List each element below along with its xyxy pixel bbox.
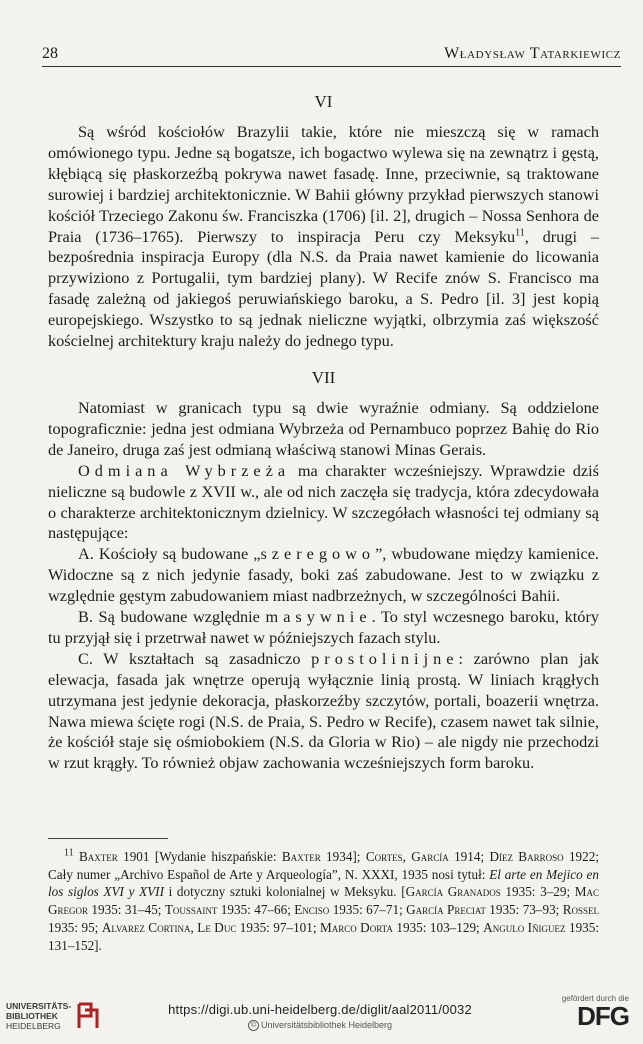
copyright-icon: © xyxy=(248,1020,259,1031)
paragraph-vii-2 xyxy=(48,461,599,545)
footnote-ref[interactable]: 11 xyxy=(515,227,525,239)
page-number: 28 xyxy=(42,45,58,62)
footnote-11 xyxy=(48,848,599,954)
library-name-line: BIBLIOTHEK xyxy=(6,1011,58,1021)
author-name: Rossel xyxy=(562,902,600,918)
text-run: . To styl wczesnego baroku, który tu przyjął się i przetrwał nawet w późniejszych fazach stylu. xyxy=(48,607,600,647)
text-run: 1935: 67–71; xyxy=(329,902,407,918)
author-name: Baxter xyxy=(281,849,321,864)
text-run: C. W kształtach są zasadniczo xyxy=(78,648,312,668)
text-run: ”, wbudowane między kamienice. Widoczne są z nich jedynie fasady, boki zaś zabudowane. Jest to w związku z względnie gęstym zabudowaniem miast nadbrzeżnych, w szczególności Bahii. xyxy=(48,544,599,606)
text-run: Są wśród kościołów Brazylii takie, które nie mieszczą się w ramach omówionego typu. Jedne są bogatsze, ich bogactwo wylewa się na zewnątrz i gęstą, kłębiącą się płaskorzeźbą pokrywa nawet fasadę. Inne, przeciwnie, są traktowane surowiej i bardziej architektonicznie. W Bahii główny przykład pierwszych stanowi kościół Trzeciego Zakonu św. Franciszka (1706) [il. 2], drugich – Nossa Senhora de Praia (1736–1765). Pierwszy to inspiracja Peru czy Meksyku xyxy=(48,122,599,246)
author-name: Alvarez Cortina, Le Duc xyxy=(101,919,237,935)
dfg-logo[interactable] xyxy=(562,994,629,1029)
page-body xyxy=(48,92,599,774)
text-run: 1935: 31–45; xyxy=(88,902,165,918)
footnote-divider xyxy=(48,838,168,839)
work-title: El arte en Mejico en los siglos XVI y XVII xyxy=(48,866,599,900)
page-header xyxy=(42,40,621,67)
footer-center xyxy=(160,1002,480,1031)
paragraph-vii-a xyxy=(48,544,599,607)
author-name: Toussaint xyxy=(164,902,218,918)
text-run: 1935: 47–66; xyxy=(217,902,295,918)
author-name: García Granados xyxy=(405,884,501,900)
funding-note: gefördert durch die xyxy=(561,994,629,1003)
library-emblem-icon xyxy=(75,1000,101,1032)
text-run: 1901 [Wydanie hiszpańskie: xyxy=(117,849,282,864)
author-name: García Preciat xyxy=(406,902,486,918)
copyright-text: Universitätsbibliothek Heidelberg xyxy=(260,1020,393,1030)
text-run: 1914; xyxy=(448,849,490,864)
spaced-term: szeregowo xyxy=(260,544,376,564)
text-run: i dotyczny sztuki kolonialnej w Meksyku. [ xyxy=(163,884,406,900)
text-run: B. Są budowane względnie xyxy=(78,607,266,627)
author-name: Baxter xyxy=(78,849,118,864)
text-run: 1922; Cały numer „Archivo Español de Arte y Arqueología”, N. XXXI, 1935 nosi tytuł: xyxy=(48,849,600,882)
paragraph-vii-1: Natomiast w granicach typu są dwie wyraźnie odmiany. Są oddzielone topograficznie: jedna jest odmiana Wybrzeża od Pernambuco poprzez Bahię do Rio de Janeiro, druga zaś jest odmianą właściwą stanowi Minas Gerais. xyxy=(48,397,599,459)
library-logo[interactable] xyxy=(6,1000,101,1032)
copyright-line xyxy=(160,1020,480,1031)
paragraph-vi-1 xyxy=(48,122,599,352)
text-run: 1935: 3–29; xyxy=(500,884,575,900)
spaced-term: masywnie xyxy=(265,607,372,627)
author-name: Cortes, García xyxy=(365,849,449,864)
dfg-wordmark: DFG xyxy=(577,1001,629,1031)
author-name: Angulo Iñiguez xyxy=(483,919,566,935)
library-name-line: UNIVERSITÄTS- xyxy=(6,1001,72,1011)
spaced-term: Odmiana Wybrzeża xyxy=(78,460,291,480)
author-name: Enciso xyxy=(294,902,330,918)
text-run: 1935: 103–129; xyxy=(392,919,484,935)
paragraph-vii-b xyxy=(48,607,599,649)
author-name: Díez Barroso xyxy=(489,849,564,864)
author-name: Marco Dorta xyxy=(319,919,393,935)
paragraph-vii-c xyxy=(48,649,599,774)
section-heading-vii: VII xyxy=(311,367,336,387)
section-heading-vi: VI xyxy=(314,92,333,111)
library-name-line: HEIDELBERG xyxy=(6,1021,61,1031)
library-name xyxy=(6,1001,71,1031)
text-run: 1935: 95; xyxy=(48,919,102,935)
footnote-number: 11 xyxy=(64,847,74,859)
digitization-footer xyxy=(0,988,643,1044)
text-run: 1935: 73–93; xyxy=(485,902,563,918)
text-run: : zarówno plan jak elewacja, fasada jak wnętrze operują wyłącznie linią prostą. W liniach krągłych utrzymana jest jedynie dekoracja, płaskorzeźby szczytów, portali, boazerii wnętrza. Nawa miewa ścięte rogi (N.S. de Praia, S. Pedro w Recife), czasem nawet tak silnie, że kościół staje się ośmiobokiem (N.S. da Gloria w Rio) – ale nigdy nie przechodzi w rzut krągły. To również objaw zachowania wcześniejszych form baroku. xyxy=(48,648,599,773)
text-run: , drugi – bezpośrednia inspiracja Europy (dla N.S. da Praia nawet kamienie do licowania przywiziono z Portugalii, tym bardziej plany). W Recife znów S. Francisco ma fasadę zależną od jakiegoś peruwiańskiego baroku, a S. Pedro [il. 3] jest kopią europejskiego. Wszystko to są jednak nieliczne wyjątki, olbrzymia zaś większość kościelnej architektury kraju należy do jednego typu. xyxy=(48,226,600,351)
spaced-term: prostolinijne xyxy=(311,648,459,668)
text-run: ma charakter wcześniejszy. Wprawdzie dziś nieliczne są budowle z XVII w., ale od nich zaczęła się tradycja, która zdecydowała o charakterze architektonicznym dzielnicy. W szczegółach własności tej odmiany są następujące: xyxy=(48,460,599,543)
text-run: A. Kościoły są budowane „ xyxy=(78,544,261,564)
text-run: 1935: 131–152]. xyxy=(48,919,600,953)
author-name: Mac Gregor xyxy=(48,884,600,918)
running-head: Władysław Tatarkiewicz xyxy=(444,45,621,62)
text-run: 1935: 97–101; xyxy=(236,919,320,935)
text-run: 1934]; xyxy=(320,849,366,864)
source-url-link[interactable]: https://digi.ub.uni-heidelberg.de/diglit/aal2011/0032 xyxy=(168,1002,472,1017)
